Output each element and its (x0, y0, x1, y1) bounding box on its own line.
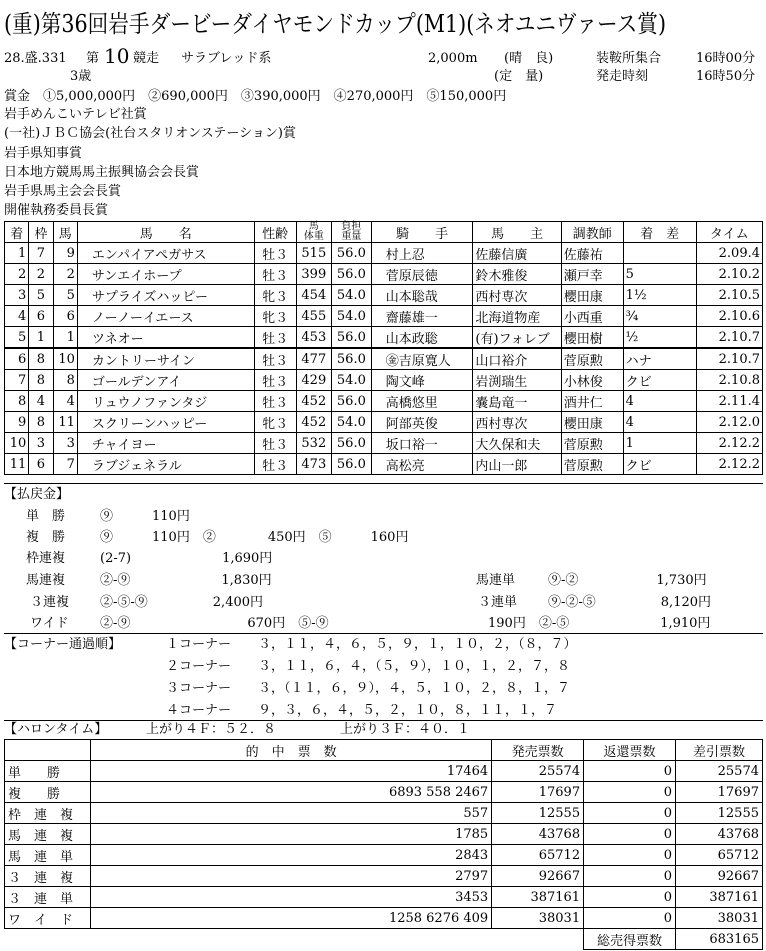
cell-jockey: ㊎吉原寛人 (371, 348, 473, 370)
cell-uma: 11 (53, 412, 77, 433)
corner-2-order: ３，１１，６，４，（５，９），１０，１，２，７，８ (258, 659, 571, 674)
cell-sexage: 牡３ (254, 348, 296, 370)
cell-waku: 4 (29, 391, 53, 412)
cell-weight: 455 (296, 306, 331, 327)
cell-waku: 6 (29, 306, 53, 327)
cell-time: 2.12.2 (696, 433, 762, 454)
header-load: 負担 重量 (332, 222, 372, 243)
cell-jockey: 陶文峰 (371, 370, 473, 391)
votes-cell-hit: 1258 6276 409 (90, 908, 491, 929)
cell-time: 2.11.4 (696, 391, 762, 412)
race-breed: サラブレッド系 (181, 51, 272, 66)
cell-sexage: 牡３ (254, 370, 296, 391)
cell-waku: 2 (29, 264, 53, 285)
award-3: 岩手県知事賞 (4, 146, 83, 161)
votes-cell-sold: 25574 (492, 761, 584, 782)
cell-waku: 8 (29, 370, 53, 391)
cell-rank: 2 (5, 264, 29, 285)
award-1: 岩手めんこいテレビ社賞 (4, 107, 147, 122)
race-number-prefix: 第 (86, 51, 100, 66)
votes-cell-label: ３ 連 単 (5, 887, 91, 908)
votes-cell-refund: 0 (584, 782, 676, 803)
umatan-value: ⑨-② 1,730円 (548, 573, 707, 588)
cell-sexage: 牡３ (254, 454, 296, 475)
votes-cell-hit: 1785 (90, 824, 491, 845)
race-title: (重)第36回岩手ダービーダイヤモンドカップ(M1)(ネオユニヴァース賞) (4, 10, 666, 38)
header-sexage: 性齢 (254, 222, 296, 243)
trifecta-label: ３連単 (478, 595, 518, 610)
cell-owner: 西村専次 (473, 285, 561, 306)
votes-cell-net: 17697 (676, 782, 763, 803)
cell-time: 2.12.2 (696, 454, 762, 475)
cell-uma: 8 (53, 370, 77, 391)
votes-cell-sold: 387161 (492, 887, 584, 908)
race-weather: (晴 良) (504, 51, 554, 66)
votes-cell-hit: 2843 (90, 845, 491, 866)
votes-cell-net: 12555 (676, 803, 763, 824)
cell-rank: 10 (5, 433, 29, 454)
cell-jockey: 山本政聡 (371, 327, 473, 349)
tansho-label: 単 勝 (26, 509, 66, 524)
votes-header-refund: 返還票数 (584, 740, 676, 761)
votes-cell-refund: 0 (584, 845, 676, 866)
cell-uma: 9 (53, 243, 77, 264)
cell-trainer: 佐藤祐 (561, 243, 623, 264)
corner-2-label: ２コーナー (166, 659, 232, 674)
cell-rank: 4 (5, 306, 29, 327)
tansho-value: ⑨ 110円 (100, 509, 190, 524)
cell-load: 56.0 (332, 391, 372, 412)
umatan-label: 馬連単 (476, 573, 516, 588)
votes-cell-label: ３ 連 複 (5, 866, 91, 887)
table-row (5, 264, 763, 285)
cell-name: ゴールデンアイ (77, 370, 254, 391)
cell-time: 2.10.7 (696, 327, 762, 349)
cell-time: 2.10.6 (696, 306, 762, 327)
table-row (5, 782, 763, 803)
race-number-suffix: 競走 (133, 51, 160, 66)
award-6: 開催執務委員長賞 (4, 203, 109, 218)
fukusho-value: ⑨ 110円 ② 450円 ⑤ 160円 (100, 530, 409, 545)
votes-cell-refund: 0 (584, 824, 676, 845)
cell-margin: 4 (623, 391, 696, 412)
cell-load: 56.0 (332, 264, 372, 285)
cell-margin: 5 (623, 264, 696, 285)
votes-cell-net: 387161 (676, 887, 763, 908)
cell-name: スクリーンハッピー (77, 412, 254, 433)
cell-trainer: 櫻田康 (561, 285, 623, 306)
table-row (5, 433, 763, 454)
award-2: (一社)ＪＢＣ協会(社台スタリオンステーション)賞 (4, 126, 296, 141)
votes-header-row (5, 740, 763, 761)
cell-sexage: 牡３ (254, 327, 296, 349)
cell-waku: 7 (29, 243, 53, 264)
header-name: 馬 名 (77, 222, 254, 243)
votes-cell-refund: 0 (584, 866, 676, 887)
votes-cell-label: 馬 連 複 (5, 824, 91, 845)
table-row (5, 306, 763, 327)
prize-money: 賞金 ①5,000,000円 ②690,000円 ③390,000円 ④270,000円 ⑤150,000円 (4, 89, 507, 104)
cell-time: 2.10.5 (696, 285, 762, 306)
table-row (5, 454, 763, 475)
cell-margin: クビ (623, 454, 696, 475)
table-row (5, 908, 763, 929)
cell-name: カントリーサイン (77, 348, 254, 370)
votes-cell-label: 複 勝 (5, 782, 91, 803)
cell-owner: 北海道物産 (473, 306, 561, 327)
cell-margin: ハナ (623, 348, 696, 370)
cell-trainer: 菅原勲 (561, 348, 623, 370)
race-number: 10 (104, 44, 130, 68)
award-4: 日本地方競馬馬主振興協会会長賞 (4, 165, 200, 180)
cell-time: 2.10.2 (696, 264, 762, 285)
cell-name: ツネオー (77, 327, 254, 349)
cell-sexage: 牝３ (254, 306, 296, 327)
divider (4, 633, 763, 634)
cell-uma: 1 (53, 327, 77, 349)
race-age: 3歳 (70, 69, 92, 84)
cell-name: サンエイホープ (77, 264, 254, 285)
cell-uma: 4 (53, 391, 77, 412)
cell-weight: 429 (296, 370, 331, 391)
votes-cell-hit: 2797 (90, 866, 491, 887)
cell-owner: 西村専次 (473, 412, 561, 433)
award-5: 岩手県馬主会会長賞 (4, 184, 122, 199)
corner-header: 【コーナー通過順】 (4, 637, 122, 652)
votes-cell-sold: 17697 (492, 782, 584, 803)
cell-trainer: 菅原勲 (561, 433, 623, 454)
cell-load: 54.0 (332, 412, 372, 433)
votes-cell-label: 馬 連 単 (5, 845, 91, 866)
cell-rank: 6 (5, 348, 29, 370)
header-trainer: 調教師 (561, 222, 623, 243)
cell-trainer: 酒井仁 (561, 391, 623, 412)
cell-name: サプライズハッピー (77, 285, 254, 306)
furlong-up4: 上がり４Ｆ：５２．８ (146, 722, 277, 737)
cell-jockey: 坂口裕一 (371, 433, 473, 454)
cell-owner: 大久保和夫 (473, 433, 561, 454)
trifecta-value: ⑨-②-⑤ 8,120円 (548, 595, 712, 610)
furlong-header: 【ハロンタイム】 (4, 722, 108, 737)
votes-cell-hit: 17464 (90, 761, 491, 782)
corner-1-label: １コーナー (166, 637, 232, 652)
payout-header: 【払戻金】 (4, 487, 70, 502)
race-code: 28.盛.331 (4, 51, 67, 66)
cell-load: 56.0 (332, 348, 372, 370)
cell-uma: 6 (53, 306, 77, 327)
votes-cell-refund: 0 (584, 908, 676, 929)
cell-sexage: 牡３ (254, 391, 296, 412)
cell-rank: 11 (5, 454, 29, 475)
votes-cell-sold: 38031 (492, 908, 584, 929)
votes-header-sold: 発売票数 (492, 740, 584, 761)
cell-waku: 3 (29, 433, 53, 454)
cell-margin: ½ (623, 327, 696, 349)
cell-rank: 7 (5, 370, 29, 391)
cell-sexage: 牡３ (254, 433, 296, 454)
votes-cell-refund: 0 (584, 887, 676, 908)
votes-cell-hit: 557 (90, 803, 491, 824)
table-row (5, 887, 763, 908)
cell-load: 56.0 (332, 327, 372, 349)
furlong-up3: 上がり３Ｆ：４０．１ (340, 722, 471, 737)
corner-4-label: ４コーナー (166, 703, 232, 718)
table-row (5, 866, 763, 887)
wide-label: ワイド (30, 616, 69, 631)
votes-cell-label: ワ イ ド (5, 908, 91, 929)
header-waku: 枠 (29, 222, 53, 243)
cell-trainer: 小西重 (561, 306, 623, 327)
votes-cell-refund: 0 (584, 761, 676, 782)
start-time: 16時50分 (696, 69, 756, 84)
wide-value-2: 190円 ②-⑤ 1,910円 (488, 616, 711, 631)
cell-uma: 5 (53, 285, 77, 306)
cell-owner: (有)フォレブ (473, 327, 561, 349)
cell-name: ノーノーイエース (77, 306, 254, 327)
votes-cell-refund: 0 (584, 803, 676, 824)
cell-name: チャイヨー (77, 433, 254, 454)
header-time: タイム (696, 222, 762, 243)
votes-cell-net: 38031 (676, 908, 763, 929)
cell-name: リュウノファンタジ (77, 391, 254, 412)
wakuren-value: (2-7) 1,690円 (100, 551, 273, 566)
table-row (5, 803, 763, 824)
cell-sexage: 牝３ (254, 285, 296, 306)
cell-rank: 1 (5, 243, 29, 264)
umaren-label: 馬連複 (26, 573, 66, 588)
header-rank: 着 (5, 222, 29, 243)
cell-sexage: 牝３ (254, 412, 296, 433)
votes-header-label (5, 740, 91, 761)
cell-margin: クビ (623, 370, 696, 391)
cell-load: 54.0 (332, 370, 372, 391)
cell-weight: 515 (296, 243, 331, 264)
votes-header-net: 差引票数 (676, 740, 763, 761)
cell-owner: 佐藤信廣 (473, 243, 561, 264)
cell-waku: 1 (29, 327, 53, 349)
votes-cell-sold: 92667 (492, 866, 584, 887)
cell-trainer: 瀬戸幸 (561, 264, 623, 285)
trio-label: ３連複 (30, 595, 70, 610)
wakuren-label: 枠連複 (26, 551, 66, 566)
votes-cell-label: 枠 連 複 (5, 803, 91, 824)
cell-name: エンパイアペガサス (77, 243, 254, 264)
cell-weight: 452 (296, 391, 331, 412)
votes-cell-hit: 6893 558 2467 (90, 782, 491, 803)
votes-cell-sold: 65712 (492, 845, 584, 866)
cell-load: 56.0 (332, 454, 372, 475)
cell-weight: 399 (296, 264, 331, 285)
cell-weight: 477 (296, 348, 331, 370)
fukusho-label: 複 勝 (26, 530, 66, 545)
votes-cell-net: 43768 (676, 824, 763, 845)
cell-margin (623, 243, 696, 264)
cell-sexage: 牡３ (254, 243, 296, 264)
divider (4, 483, 763, 484)
cell-trainer: 櫻田康 (561, 412, 623, 433)
cell-weight: 454 (296, 285, 331, 306)
assemble-label: 装鞍所集合 (596, 51, 662, 66)
cell-owner: 鈴木雅俊 (473, 264, 561, 285)
votes-cell-net: 65712 (676, 845, 763, 866)
results-table (4, 221, 763, 475)
header-uma: 馬 (53, 222, 77, 243)
cell-owner: 岩渕瑞生 (473, 370, 561, 391)
cell-weight: 453 (296, 327, 331, 349)
cell-sexage: 牡３ (254, 264, 296, 285)
cell-jockey: 高松亮 (371, 454, 473, 475)
cell-waku: 6 (29, 454, 53, 475)
cell-jockey: 山本聡哉 (371, 285, 473, 306)
assemble-time: 16時00分 (696, 51, 756, 66)
table-row (5, 348, 763, 370)
cell-uma: 7 (53, 454, 77, 475)
cell-rank: 9 (5, 412, 29, 433)
results-header-row (5, 222, 763, 243)
cell-margin: 1 (623, 433, 696, 454)
table-row (5, 412, 763, 433)
table-row (5, 243, 763, 264)
corner-4-order: ９，３，６，４，５，２，１０，８，１１，１，７ (258, 703, 558, 718)
votes-total-value: 683165 (676, 929, 763, 950)
votes-header-hit: 的 中 票 数 (90, 740, 491, 761)
cell-waku: 8 (29, 348, 53, 370)
table-row (5, 845, 763, 866)
table-row (5, 370, 763, 391)
corner-3-order: ３，（１１，６，９），４，５，１０，２，８，１，７ (258, 681, 571, 696)
votes-cell-net: 25574 (676, 761, 763, 782)
votes-total-label: 総売得票数 (584, 929, 676, 950)
votes-table (4, 739, 763, 950)
header-jockey: 騎 手 (371, 222, 473, 243)
votes-cell-label: 単 勝 (5, 761, 91, 782)
umaren-value: ②-⑨ 1,830円 (100, 573, 272, 588)
table-row (5, 761, 763, 782)
cell-time: 2.10.7 (696, 348, 762, 370)
cell-name: ラブジェネラル (77, 454, 254, 475)
cell-owner: 嚢島竜一 (473, 391, 561, 412)
cell-rank: 8 (5, 391, 29, 412)
table-row (5, 327, 763, 349)
cell-margin: 1½ (623, 285, 696, 306)
cell-margin: 4 (623, 412, 696, 433)
cell-uma: 10 (53, 348, 77, 370)
cell-margin: ¾ (623, 306, 696, 327)
votes-cell-hit: 3453 (90, 887, 491, 908)
cell-load: 56.0 (332, 433, 372, 454)
race-distance: 2,000m (428, 51, 478, 66)
cell-waku: 5 (29, 285, 53, 306)
table-row (5, 285, 763, 306)
cell-load: 54.0 (332, 285, 372, 306)
cell-uma: 3 (53, 433, 77, 454)
votes-cell-net: 92667 (676, 866, 763, 887)
votes-cell-sold: 43768 (492, 824, 584, 845)
table-row (5, 391, 763, 412)
cell-trainer: 櫻田樹 (561, 327, 623, 349)
corner-3-label: ３コーナー (166, 681, 232, 696)
table-row (5, 824, 763, 845)
cell-jockey: 高橋悠里 (371, 391, 473, 412)
cell-time: 2.12.0 (696, 412, 762, 433)
header-margin: 着 差 (623, 222, 696, 243)
start-label: 発走時刻 (596, 69, 649, 84)
cell-owner: 山口裕介 (473, 348, 561, 370)
corner-1-order: ３，１１，４，６，５，９，１，１０，２，（８，７） (258, 637, 577, 652)
cell-waku: 8 (29, 412, 53, 433)
cell-owner: 内山一郎 (473, 454, 561, 475)
cell-time: 2.09.4 (696, 243, 762, 264)
cell-trainer: 菅原勲 (561, 454, 623, 475)
cell-trainer: 小林俊 (561, 370, 623, 391)
cell-weight: 532 (296, 433, 331, 454)
cell-jockey: 村上忍 (371, 243, 473, 264)
cell-load: 54.0 (332, 306, 372, 327)
header-owner: 馬 主 (473, 222, 561, 243)
trio-value: ②-⑤-⑨ 2,400円 (100, 595, 264, 610)
race-weight-rule: (定 量) (494, 69, 544, 84)
cell-jockey: 阿部英俊 (371, 412, 473, 433)
cell-weight: 452 (296, 412, 331, 433)
cell-time: 2.10.8 (696, 370, 762, 391)
cell-rank: 5 (5, 327, 29, 349)
cell-jockey: 齋藤雄一 (371, 306, 473, 327)
cell-load: 56.0 (332, 243, 372, 264)
cell-jockey: 菅原辰徳 (371, 264, 473, 285)
cell-weight: 473 (296, 454, 331, 475)
votes-cell-sold: 12555 (492, 803, 584, 824)
wide-value-1: ②-⑨ 670円 ⑤-⑨ (100, 616, 329, 631)
votes-total-row (5, 929, 763, 950)
cell-rank: 3 (5, 285, 29, 306)
cell-uma: 2 (53, 264, 77, 285)
header-weight: 馬 体重 (296, 222, 331, 243)
